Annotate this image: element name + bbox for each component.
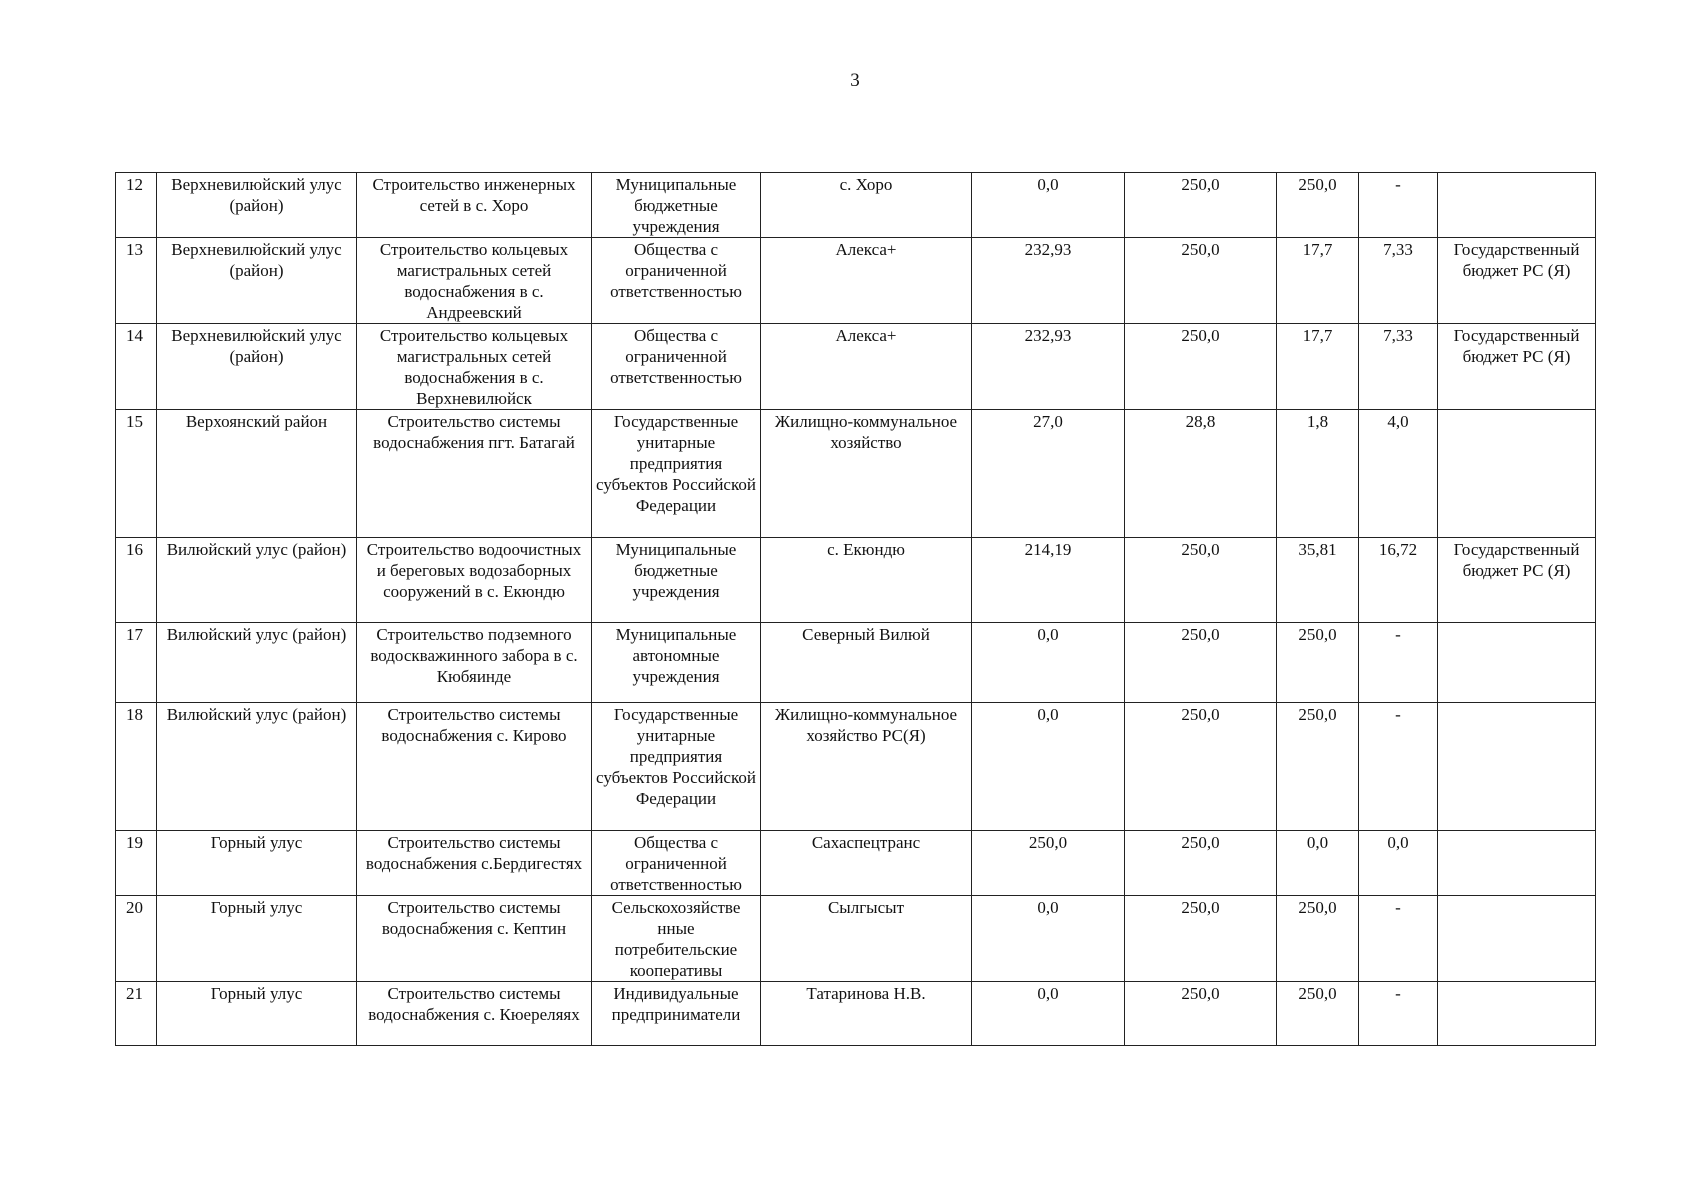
funding-source-cell: Государственный бюджет РС (Я) bbox=[1438, 324, 1596, 410]
funding-source-cell bbox=[1438, 896, 1596, 982]
funding-source-cell bbox=[1438, 703, 1596, 831]
org-type-cell: Общества с ограниченной ответственностью bbox=[592, 238, 761, 324]
row-number: 12 bbox=[116, 173, 157, 238]
org-type-cell: Индивидуальные предприниматели bbox=[592, 982, 761, 1046]
organization-cell: Татаринова Н.В. bbox=[761, 982, 972, 1046]
value-4-cell: - bbox=[1359, 623, 1438, 703]
district-cell: Вилюйский улус (район) bbox=[157, 538, 357, 623]
project-cell: Строительство системы водоснабжения пгт. Батагай bbox=[357, 410, 592, 538]
organization-cell: Северный Вилюй bbox=[761, 623, 972, 703]
org-type-cell: Муниципальные бюджетные учреждения bbox=[592, 173, 761, 238]
value-3-cell: 35,81 bbox=[1277, 538, 1359, 623]
value-3-cell: 250,0 bbox=[1277, 173, 1359, 238]
district-cell: Верхневилюйский улус (район) bbox=[157, 324, 357, 410]
funding-source-cell: Государственный бюджет РС (Я) bbox=[1438, 238, 1596, 324]
table-row bbox=[116, 538, 1596, 623]
value-1-cell: 27,0 bbox=[972, 410, 1125, 538]
district-cell: Верхневилюйский улус (район) bbox=[157, 173, 357, 238]
project-cell: Строительство инженерных сетей в с. Хоро bbox=[357, 173, 592, 238]
project-cell: Строительство кольцевых магистральных сетей водоснабжения в с. Андреевский bbox=[357, 238, 592, 324]
value-1-cell: 232,93 bbox=[972, 324, 1125, 410]
value-4-cell: 7,33 bbox=[1359, 238, 1438, 324]
value-3-cell: 250,0 bbox=[1277, 896, 1359, 982]
value-2-cell: 250,0 bbox=[1125, 538, 1277, 623]
value-4-cell: 7,33 bbox=[1359, 324, 1438, 410]
org-type-cell: Государственные унитарные предприятия субъектов Российской Федерации bbox=[592, 410, 761, 538]
funding-source-cell bbox=[1438, 831, 1596, 896]
district-cell: Вилюйский улус (район) bbox=[157, 703, 357, 831]
value-3-cell: 250,0 bbox=[1277, 982, 1359, 1046]
value-2-cell: 250,0 bbox=[1125, 623, 1277, 703]
organization-cell: с. Екюндю bbox=[761, 538, 972, 623]
org-type-cell: Общества с ограниченной ответственностью bbox=[592, 831, 761, 896]
table-row bbox=[116, 982, 1596, 1046]
value-1-cell: 0,0 bbox=[972, 623, 1125, 703]
value-4-cell: 16,72 bbox=[1359, 538, 1438, 623]
organization-cell: Сахаспецтранс bbox=[761, 831, 972, 896]
project-cell: Строительство кольцевых магистральных сетей водоснабжения в с. Верхневилюйск bbox=[357, 324, 592, 410]
row-number: 20 bbox=[116, 896, 157, 982]
value-3-cell: 1,8 bbox=[1277, 410, 1359, 538]
value-3-cell: 250,0 bbox=[1277, 703, 1359, 831]
value-1-cell: 214,19 bbox=[972, 538, 1125, 623]
table-row bbox=[116, 238, 1596, 324]
value-2-cell: 250,0 bbox=[1125, 173, 1277, 238]
district-cell: Верхневилюйский улус (район) bbox=[157, 238, 357, 324]
org-type-cell: Сельскохозяйстве нные потребительские кооперативы bbox=[592, 896, 761, 982]
org-type-cell: Муниципальные бюджетные учреждения bbox=[592, 538, 761, 623]
row-number: 13 bbox=[116, 238, 157, 324]
district-cell: Горный улус bbox=[157, 896, 357, 982]
value-3-cell: 17,7 bbox=[1277, 324, 1359, 410]
funding-source-cell bbox=[1438, 623, 1596, 703]
row-number: 17 bbox=[116, 623, 157, 703]
table-row bbox=[116, 623, 1596, 703]
table-row bbox=[116, 703, 1596, 831]
organization-cell: Сылгысыт bbox=[761, 896, 972, 982]
value-2-cell: 250,0 bbox=[1125, 324, 1277, 410]
value-2-cell: 28,8 bbox=[1125, 410, 1277, 538]
funding-source-cell bbox=[1438, 410, 1596, 538]
water-supply-projects-table bbox=[115, 172, 1596, 1046]
funding-source-cell bbox=[1438, 982, 1596, 1046]
project-cell: Строительство системы водоснабжения с.Бердигестях bbox=[357, 831, 592, 896]
district-cell: Горный улус bbox=[157, 831, 357, 896]
value-3-cell: 0,0 bbox=[1277, 831, 1359, 896]
value-1-cell: 232,93 bbox=[972, 238, 1125, 324]
table-row bbox=[116, 831, 1596, 896]
page-number: 3 bbox=[850, 70, 860, 91]
value-4-cell: - bbox=[1359, 173, 1438, 238]
organization-cell: с. Хоро bbox=[761, 173, 972, 238]
value-2-cell: 250,0 bbox=[1125, 831, 1277, 896]
project-cell: Строительство подземного водоскважинного забора в с. Кюбяинде bbox=[357, 623, 592, 703]
organization-cell: Алекса+ bbox=[761, 238, 972, 324]
value-1-cell: 0,0 bbox=[972, 896, 1125, 982]
district-cell: Вилюйский улус (район) bbox=[157, 623, 357, 703]
organization-cell: Жилищно-коммунальное хозяйство bbox=[761, 410, 972, 538]
value-4-cell: 0,0 bbox=[1359, 831, 1438, 896]
row-number: 16 bbox=[116, 538, 157, 623]
value-2-cell: 250,0 bbox=[1125, 703, 1277, 831]
funding-source-cell bbox=[1438, 173, 1596, 238]
project-cell: Строительство водоочистных и береговых водозаборных сооружений в с. Екюндю bbox=[357, 538, 592, 623]
value-1-cell: 250,0 bbox=[972, 831, 1125, 896]
value-4-cell: - bbox=[1359, 703, 1438, 831]
value-2-cell: 250,0 bbox=[1125, 982, 1277, 1046]
org-type-cell: Общества с ограниченной ответственностью bbox=[592, 324, 761, 410]
value-3-cell: 250,0 bbox=[1277, 623, 1359, 703]
value-4-cell: 4,0 bbox=[1359, 410, 1438, 538]
row-number: 14 bbox=[116, 324, 157, 410]
district-cell: Горный улус bbox=[157, 982, 357, 1046]
value-2-cell: 250,0 bbox=[1125, 896, 1277, 982]
district-cell: Верхоянский район bbox=[157, 410, 357, 538]
organization-cell: Алекса+ bbox=[761, 324, 972, 410]
value-1-cell: 0,0 bbox=[972, 703, 1125, 831]
project-cell: Строительство системы водоснабжения с. Кирово bbox=[357, 703, 592, 831]
value-4-cell: - bbox=[1359, 982, 1438, 1046]
funding-source-cell: Государственный бюджет РС (Я) bbox=[1438, 538, 1596, 623]
row-number: 19 bbox=[116, 831, 157, 896]
table-row bbox=[116, 896, 1596, 982]
org-type-cell: Государственные унитарные предприятия субъектов Российской Федерации bbox=[592, 703, 761, 831]
value-3-cell: 17,7 bbox=[1277, 238, 1359, 324]
organization-cell: Жилищно-коммунальное хозяйство РС(Я) bbox=[761, 703, 972, 831]
table-row bbox=[116, 324, 1596, 410]
row-number: 18 bbox=[116, 703, 157, 831]
table-row bbox=[116, 410, 1596, 538]
row-number: 15 bbox=[116, 410, 157, 538]
value-1-cell: 0,0 bbox=[972, 173, 1125, 238]
project-cell: Строительство системы водоснабжения с. Кептин bbox=[357, 896, 592, 982]
org-type-cell: Муниципальные автономные учреждения bbox=[592, 623, 761, 703]
value-2-cell: 250,0 bbox=[1125, 238, 1277, 324]
table-body bbox=[116, 173, 1596, 1046]
row-number: 21 bbox=[116, 982, 157, 1046]
table-row bbox=[116, 173, 1596, 238]
value-1-cell: 0,0 bbox=[972, 982, 1125, 1046]
value-4-cell: - bbox=[1359, 896, 1438, 982]
project-cell: Строительство системы водоснабжения с. Кюереляях bbox=[357, 982, 592, 1046]
